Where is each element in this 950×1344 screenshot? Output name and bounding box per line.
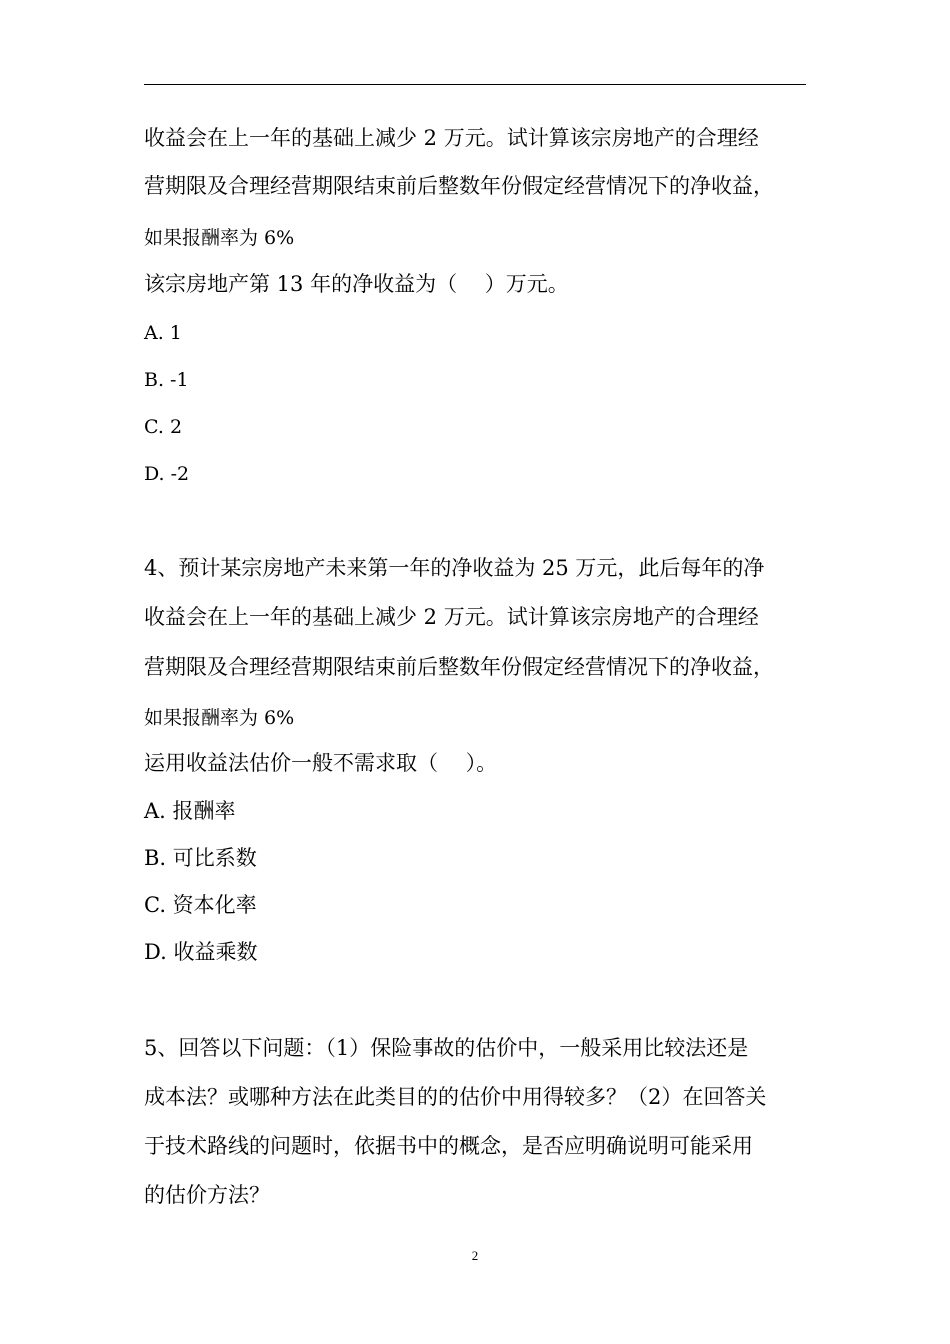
q4-option-b: B. 可比系数 xyxy=(144,846,257,870)
q4-line-4: 如果报酬率为 6% xyxy=(144,707,295,729)
q4-line-3: 营期限及合理经营期限结束前后整数年份假定经营情况下的净收益， xyxy=(144,655,774,679)
q4-option-c: C. 资本化率 xyxy=(144,893,257,917)
q4-line-1: 4、预计某宗房地产未来第一年的净收益为 25 万元，此后每年的净 xyxy=(144,556,765,580)
q3-line-1: 收益会在上一年的基础上减少 2 万元。试计算该宗房地产的合理经 xyxy=(144,126,759,150)
header-rule xyxy=(144,84,806,85)
q4-option-d: D. 收益乘数 xyxy=(144,940,258,964)
q3-option-d: D. -2 xyxy=(144,463,190,485)
q5-line-4: 的估价方法？ xyxy=(144,1183,270,1207)
q5-line-2: 成本法？或哪种方法在此类目的的估价中用得较多？（2）在回答关 xyxy=(144,1085,767,1109)
page-number: 2 xyxy=(471,1248,479,1263)
q5-line-3: 于技术路线的问题时，依据书中的概念，是否应明确说明可能采用 xyxy=(144,1134,753,1158)
q4-prompt: 运用收益法估价一般不需求取（ ）。 xyxy=(144,751,498,775)
q3-line-3: 如果报酬率为 6% xyxy=(144,227,295,249)
q4-option-a: A. 报酬率 xyxy=(144,799,236,823)
q3-option-a: A. 1 xyxy=(144,322,182,344)
q3-line-2: 营期限及合理经营期限结束前后整数年份假定经营情况下的净收益， xyxy=(144,174,774,198)
q3-option-c: C. 2 xyxy=(144,416,183,438)
q3-option-b: B. -1 xyxy=(144,369,189,391)
q5-line-1: 5、回答以下问题：（1）保险事故的估价中，一般采用比较法还是 xyxy=(144,1036,749,1060)
q3-prompt: 该宗房地产第 13 年的净收益为（ ）万元。 xyxy=(144,272,569,296)
q4-line-2: 收益会在上一年的基础上减少 2 万元。试计算该宗房地产的合理经 xyxy=(144,605,759,629)
